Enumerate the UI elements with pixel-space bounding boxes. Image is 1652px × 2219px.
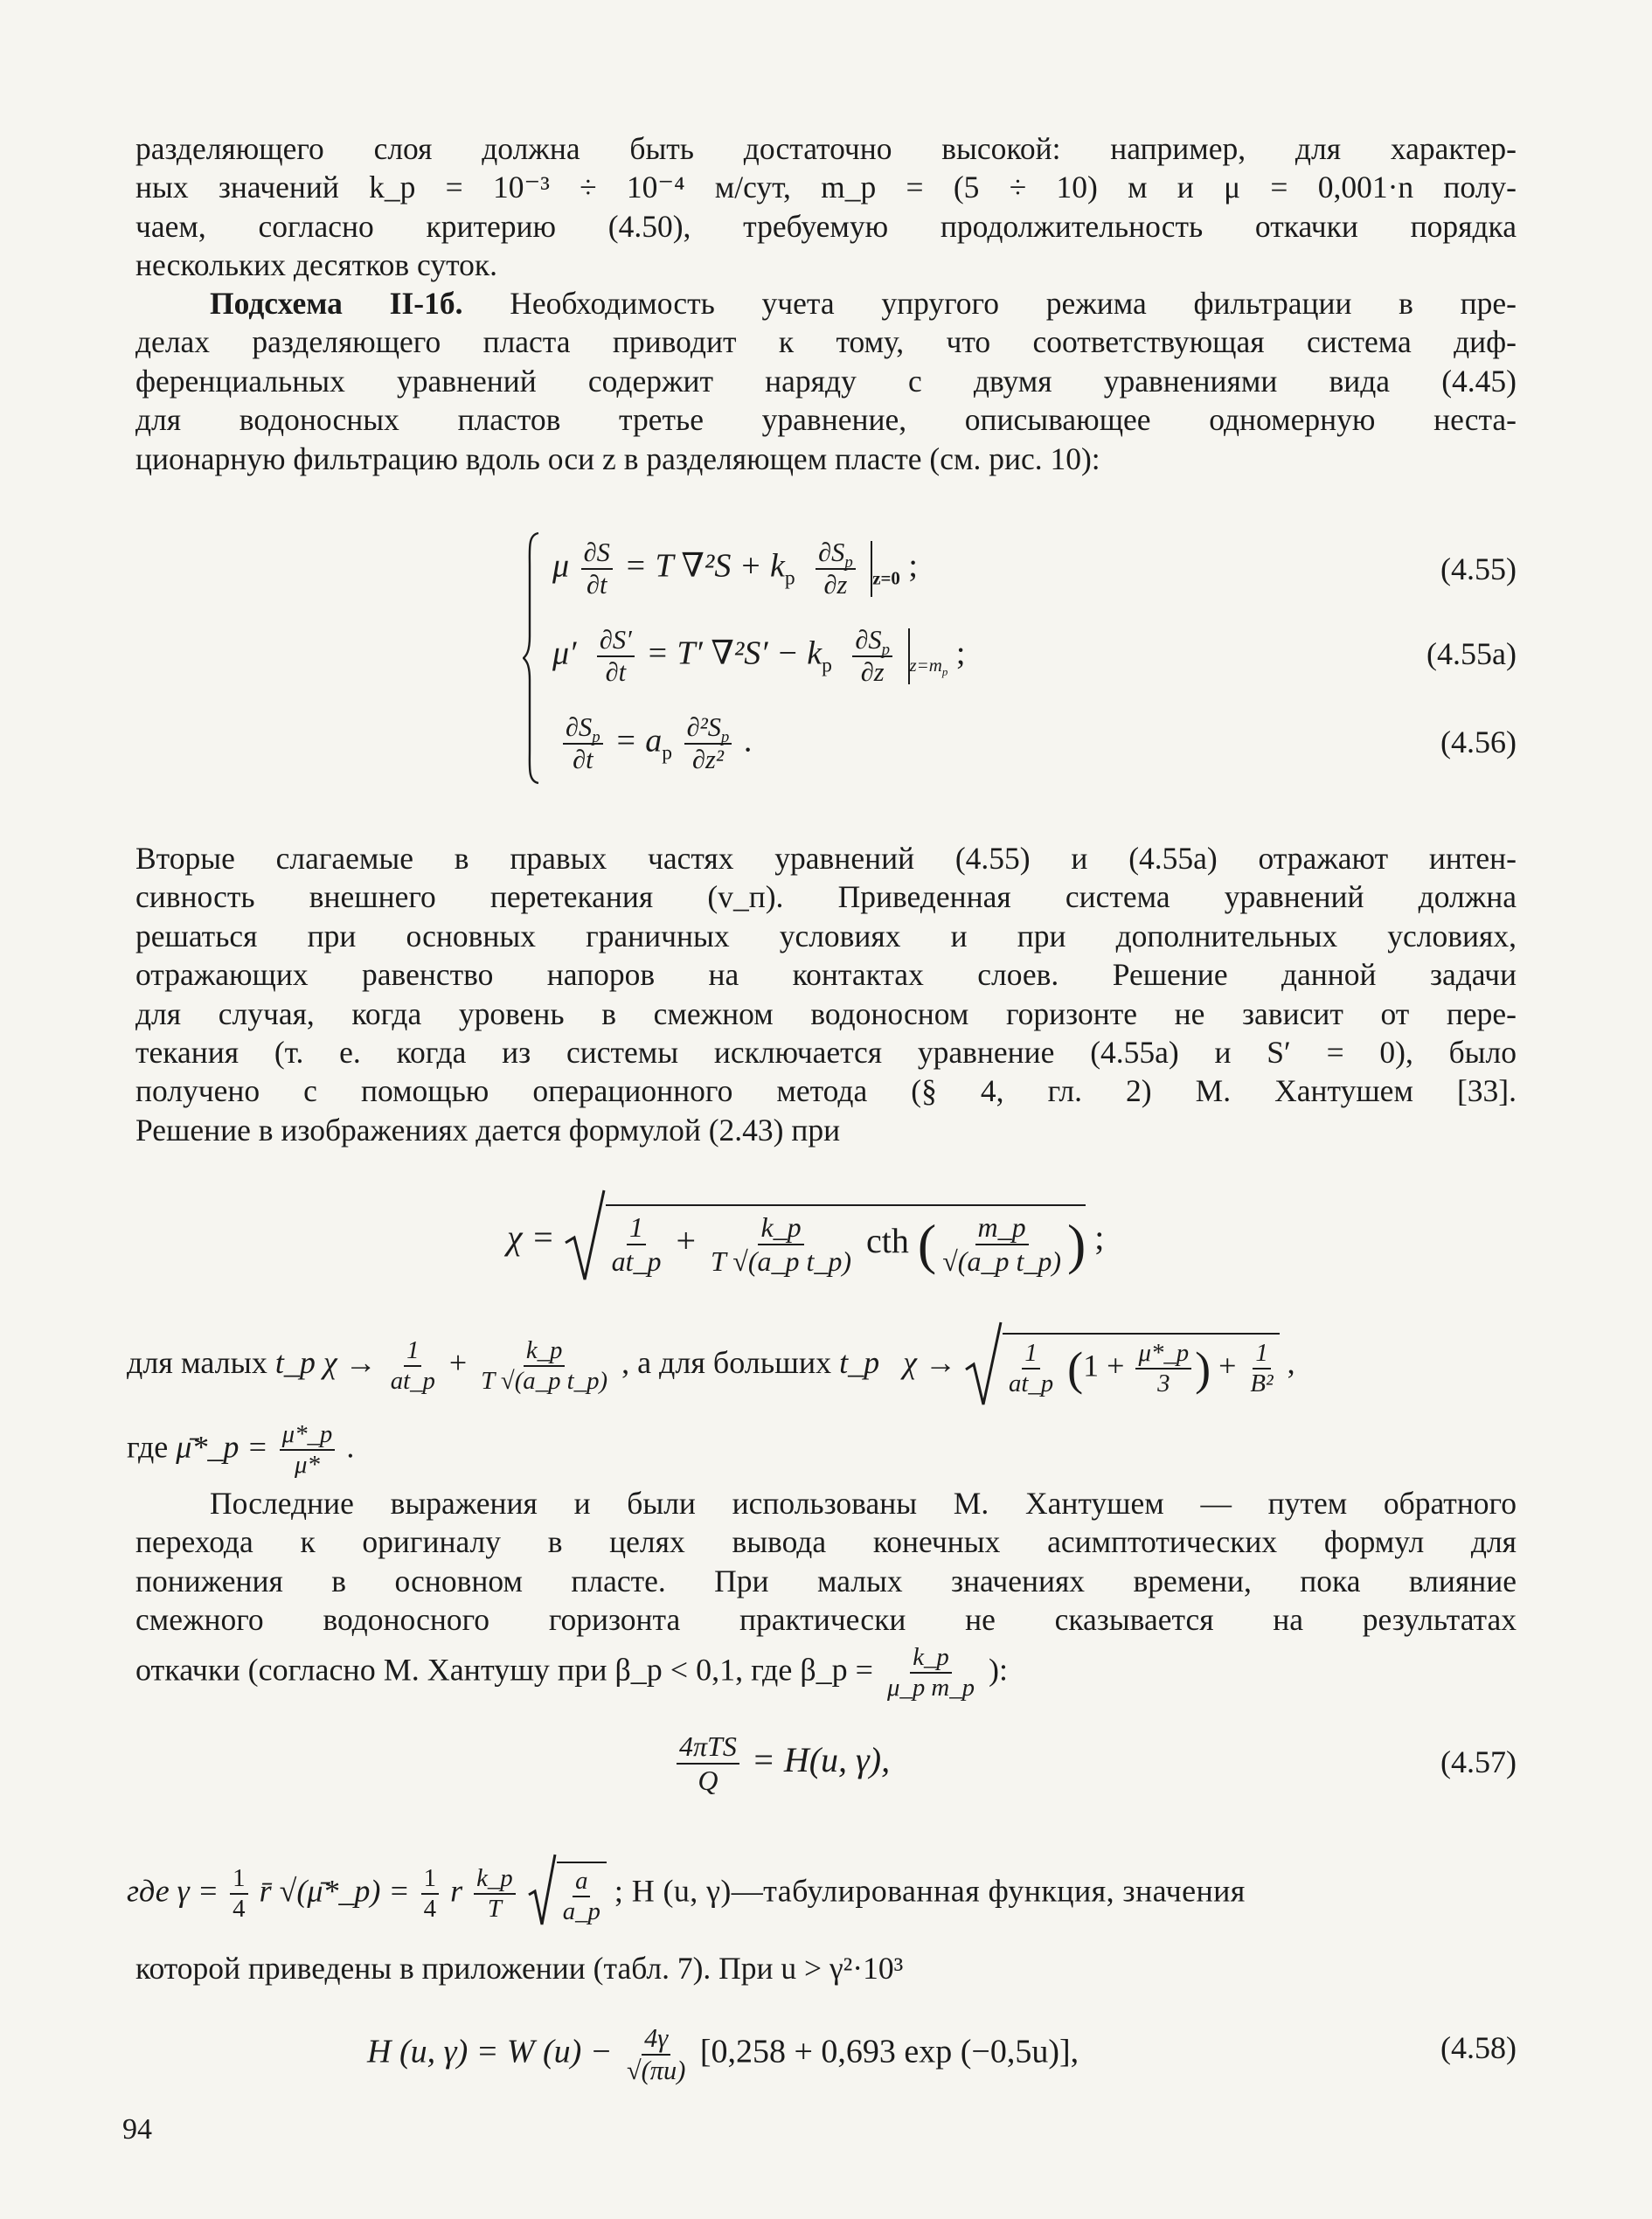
cth-function: cth bbox=[866, 1220, 909, 1260]
subscript: р bbox=[941, 665, 948, 679]
plus-sign: + bbox=[448, 1344, 468, 1380]
fraction bbox=[474, 1864, 516, 1924]
denominator: T √(a_р t_р) bbox=[711, 1245, 852, 1277]
asymptotics-line bbox=[127, 1333, 1295, 1398]
text-line: ционарную фильтрацию вдоль оси z в разделяющем пласте (см. рис. 10): bbox=[135, 440, 1100, 476]
numerator: μ*_р bbox=[280, 1420, 336, 1451]
plus-sign: + bbox=[676, 1220, 697, 1260]
punctuation: . bbox=[346, 1429, 355, 1465]
subscript: р bbox=[822, 654, 832, 677]
equation-label-4-55: (4.55) bbox=[1440, 551, 1517, 586]
denominator: ∂t bbox=[586, 569, 607, 600]
gamma-lhs: где γ = bbox=[127, 1873, 219, 1909]
paragraph-2 bbox=[135, 284, 1517, 478]
text-line: текания (т. е. когда из системы исключается уравнение (4.55a) и S′ = 0), было bbox=[135, 1035, 1517, 1071]
fraction bbox=[560, 1867, 603, 1926]
numerator: 4πTS bbox=[677, 1730, 739, 1765]
equation-4-55a bbox=[552, 625, 965, 688]
eval-subscript bbox=[909, 655, 948, 679]
eval-subscript: z=0 bbox=[872, 567, 900, 589]
text-line: для случая, когда уровень в смежном водоносном горизонте не зависит от пере- bbox=[135, 995, 1517, 1031]
eval-subscript-text: z=m bbox=[909, 655, 942, 676]
subscript: р bbox=[881, 641, 891, 660]
chi-arrow: χ → bbox=[323, 1344, 377, 1380]
sqrt-sign bbox=[527, 1853, 557, 1928]
numerator: 4γ bbox=[642, 2023, 670, 2056]
sqrt-overline bbox=[606, 1204, 1086, 1278]
denominator: Q bbox=[698, 1764, 718, 1796]
paragraph-3 bbox=[135, 839, 1517, 1149]
where-mu-line bbox=[127, 1420, 354, 1480]
time-symbol: t_р bbox=[839, 1344, 880, 1380]
subscheme-heading: Подсхема II-1б. bbox=[210, 286, 463, 321]
numerator: k_р bbox=[910, 1643, 952, 1674]
denominator: ∂t bbox=[605, 656, 627, 687]
text-line: Последние выражения и были использованы М. Хантушем — путем обратного bbox=[210, 1486, 1517, 1521]
page-number: 94 bbox=[122, 2113, 152, 2146]
text-line: перехода к оригиналу в целях вывода конечных асимптотических формул для bbox=[135, 1524, 1517, 1560]
fraction bbox=[624, 2023, 688, 2086]
text-span: для малых bbox=[127, 1344, 267, 1380]
denominator: ∂z² bbox=[691, 744, 724, 774]
equation-4-56 bbox=[559, 712, 752, 775]
numerator: a bbox=[573, 1867, 590, 1897]
punctuation: ; bbox=[1094, 1217, 1105, 1257]
system-brace bbox=[523, 531, 540, 785]
fraction bbox=[816, 537, 856, 600]
subscript: р bbox=[844, 553, 853, 572]
text-line: чаем, согласно критерию (4.50), требуемую продолжительность откачки порядка bbox=[135, 208, 1517, 244]
equation-label-4-57: (4.57) bbox=[1440, 1744, 1517, 1779]
numerator: 1 bbox=[404, 1336, 421, 1367]
mu-symbol: μ bbox=[552, 547, 570, 585]
denominator: 4 bbox=[233, 1895, 246, 1924]
fraction bbox=[597, 625, 635, 688]
punctuation: , bbox=[1287, 1344, 1295, 1380]
text-span: , а для больших bbox=[621, 1344, 832, 1380]
denominator: T bbox=[487, 1895, 502, 1924]
equation-label-4-55a: (4.55a) bbox=[1426, 636, 1517, 671]
numerator-text: ∂²S bbox=[686, 712, 721, 742]
fraction bbox=[684, 712, 732, 775]
punctuation: . bbox=[743, 722, 753, 759]
fraction bbox=[581, 537, 613, 600]
fraction bbox=[230, 1864, 247, 1924]
denominator: ∂z bbox=[823, 569, 848, 600]
equation-middle: = T ∇²S + k bbox=[624, 547, 785, 585]
denominator: 4 bbox=[423, 1895, 437, 1924]
text-line: сивность внешнего перетекания (v_п). Приведенная система уравнений должна bbox=[135, 879, 1517, 915]
beta-line bbox=[135, 1643, 1008, 1702]
table-reference-line bbox=[135, 1949, 1517, 1987]
denominator: √(a_р t_р) bbox=[942, 1245, 1061, 1277]
numerator: ∂S bbox=[581, 537, 613, 570]
paren-right: ) bbox=[1195, 1342, 1211, 1396]
text-line: нескольких десятков суток. bbox=[135, 247, 497, 283]
text-line: ных значений k_р = 10⁻³ ÷ 10⁻⁴ м/сут, m_р = (5 ÷ 10) м и μ = 0,001·n полу- bbox=[135, 170, 1517, 205]
sqrt-block bbox=[527, 1862, 607, 1926]
time-symbol: t_р bbox=[274, 1344, 316, 1380]
text-line: которой приведены в приложении (табл. 7). При u > γ²·10³ bbox=[135, 1951, 904, 1986]
fraction bbox=[1135, 1339, 1191, 1398]
denominator: ∂t bbox=[573, 744, 593, 774]
chi-arrow: χ → bbox=[903, 1344, 956, 1380]
numerator-text: ∂S bbox=[818, 537, 845, 567]
text-line: для водоносных пластов третье уравнение, описывающее одномерную неста- bbox=[135, 402, 1517, 438]
paren-left: ( bbox=[917, 1212, 937, 1275]
equation-label-4-58: (4.58) bbox=[1440, 2030, 1517, 2065]
equation-lhs: H (u, γ) = W (u) − bbox=[367, 2033, 613, 2070]
punctuation: ; bbox=[908, 547, 918, 585]
denominator: 3 bbox=[1157, 1370, 1170, 1398]
text-span: ; H (u, γ)—табулированная функция, значения bbox=[614, 1873, 1246, 1909]
denominator: a_р bbox=[562, 1897, 600, 1926]
subscript: р bbox=[592, 728, 600, 747]
punctuation: ; bbox=[955, 634, 966, 672]
paragraph-4 bbox=[135, 1484, 1517, 1640]
equation-4-57 bbox=[673, 1730, 890, 1797]
numerator bbox=[852, 625, 892, 660]
fraction bbox=[478, 1336, 610, 1396]
fraction bbox=[388, 1336, 438, 1396]
paren-left: ( bbox=[1067, 1342, 1084, 1396]
numerator bbox=[563, 712, 603, 745]
denominator: at_р bbox=[1008, 1370, 1054, 1398]
denominator: B² bbox=[1250, 1370, 1274, 1398]
chi-lhs: χ = bbox=[507, 1217, 555, 1257]
denominator: T √(a_р t_р) bbox=[481, 1366, 608, 1395]
fraction bbox=[852, 625, 892, 688]
sqrt-overline bbox=[557, 1862, 607, 1926]
equation-middle: = T′ ∇²S′ − k bbox=[646, 634, 823, 672]
numerator: 1 bbox=[627, 1211, 646, 1245]
equation-middle: = a bbox=[614, 722, 663, 759]
equation-4-55 bbox=[552, 537, 918, 600]
text-span: Необходимость учета упругого режима фильтрации в пре- bbox=[462, 286, 1517, 321]
sqrt-sign bbox=[564, 1189, 606, 1285]
text-line: получено с помощью операционного метода (§ 4, гл. 2) М. Хантушем [33]. bbox=[135, 1073, 1517, 1109]
punctuation: ): bbox=[989, 1652, 1009, 1688]
numerator: μ*_р bbox=[1135, 1339, 1191, 1370]
fraction bbox=[940, 1211, 1064, 1278]
equation-rhs: [0,258 + 0,693 exp (−0,5u)], bbox=[699, 2033, 1079, 2070]
mu-prime-symbol: μ′ bbox=[552, 634, 577, 672]
equation-label-4-56: (4.56) bbox=[1440, 725, 1517, 759]
text-line: решаться при основных граничных условиях и при дополнительных условиях, bbox=[135, 918, 1517, 953]
denominator: at_р bbox=[611, 1245, 662, 1277]
numerator bbox=[684, 712, 732, 745]
text-line bbox=[135, 284, 1517, 322]
paren-right: ) bbox=[1066, 1212, 1086, 1275]
fraction bbox=[677, 1730, 739, 1797]
numerator-text: ∂S bbox=[855, 625, 882, 655]
plus-sign: + bbox=[1218, 1348, 1237, 1383]
gamma-line bbox=[127, 1862, 1246, 1926]
text-line: ференциальных уравнений содержит наряду с двумя уравнениями вида (4.45) bbox=[135, 363, 1517, 399]
subscript: р bbox=[784, 566, 795, 590]
numerator: m_р bbox=[975, 1211, 1029, 1245]
equation-4-58 bbox=[367, 2023, 1079, 2086]
numerator: 1 bbox=[230, 1864, 247, 1895]
numerator-text: ∂S bbox=[566, 712, 593, 742]
sqrt-block bbox=[964, 1333, 1280, 1398]
text-span: где bbox=[127, 1429, 169, 1465]
denominator: μ_р m_р bbox=[886, 1674, 975, 1702]
fraction bbox=[609, 1211, 664, 1278]
numerator: k_р bbox=[758, 1211, 803, 1245]
text-line: Решение в изображениях дается формулой (2.43) при bbox=[135, 1112, 841, 1148]
equation-rhs: = H(u, γ), bbox=[751, 1739, 891, 1779]
numerator: 1 bbox=[1022, 1339, 1039, 1370]
subscript: р bbox=[662, 741, 673, 765]
subscript: р bbox=[720, 728, 730, 747]
text-line: понижения в основном пласте. При малых значениях времени, пока влияние bbox=[135, 1563, 1517, 1598]
denominator: √(πu) bbox=[626, 2055, 686, 2085]
text-line: делах разделяющего пласта приводит к тому, что соответствующая система диф- bbox=[135, 324, 1517, 360]
text-line: разделяющего слоя должна быть достаточно высокой: например, для характер- bbox=[135, 131, 1517, 166]
fraction bbox=[1247, 1339, 1275, 1398]
numerator: k_р bbox=[474, 1864, 516, 1895]
chi-equation bbox=[507, 1204, 1104, 1278]
denominator: μ* bbox=[295, 1451, 320, 1480]
denominator: ∂z bbox=[860, 656, 885, 687]
fraction bbox=[421, 1864, 439, 1924]
paragraph-1 bbox=[135, 129, 1517, 285]
numerator bbox=[816, 537, 856, 570]
fraction bbox=[708, 1211, 854, 1278]
fraction bbox=[563, 712, 603, 775]
sqrt-block bbox=[564, 1204, 1086, 1278]
text-span: 1 + bbox=[1083, 1348, 1125, 1383]
sqrt-overline bbox=[1003, 1333, 1280, 1398]
fraction bbox=[1006, 1339, 1056, 1398]
mu-lhs: μ̄*_р = bbox=[176, 1429, 268, 1465]
fraction bbox=[280, 1420, 336, 1480]
equation-middle: r bbox=[450, 1873, 463, 1909]
fraction bbox=[885, 1643, 977, 1702]
numerator: k_р bbox=[524, 1336, 566, 1367]
denominator: at_р bbox=[390, 1366, 435, 1395]
text-line: отражающих равенство напоров на контактах слоев. Решение данной задачи bbox=[135, 957, 1517, 993]
sqrt-sign bbox=[964, 1321, 1003, 1408]
numerator: ∂S′ bbox=[597, 625, 635, 657]
numerator: 1 bbox=[421, 1864, 439, 1895]
equation-middle: r̄ √(μ̄*_р) = bbox=[259, 1873, 410, 1909]
numerator: 1 bbox=[1253, 1339, 1270, 1370]
text-span: откачки (согласно М. Хантушу при β_р < 0,1, где β_р = bbox=[135, 1652, 873, 1688]
text-line: Вторые слагаемые в правых частях уравнений (4.55) и (4.55a) отражают интен- bbox=[135, 841, 1517, 876]
text-line: смежного водоносного горизонта практически не сказывается на результатах bbox=[135, 1602, 1517, 1638]
